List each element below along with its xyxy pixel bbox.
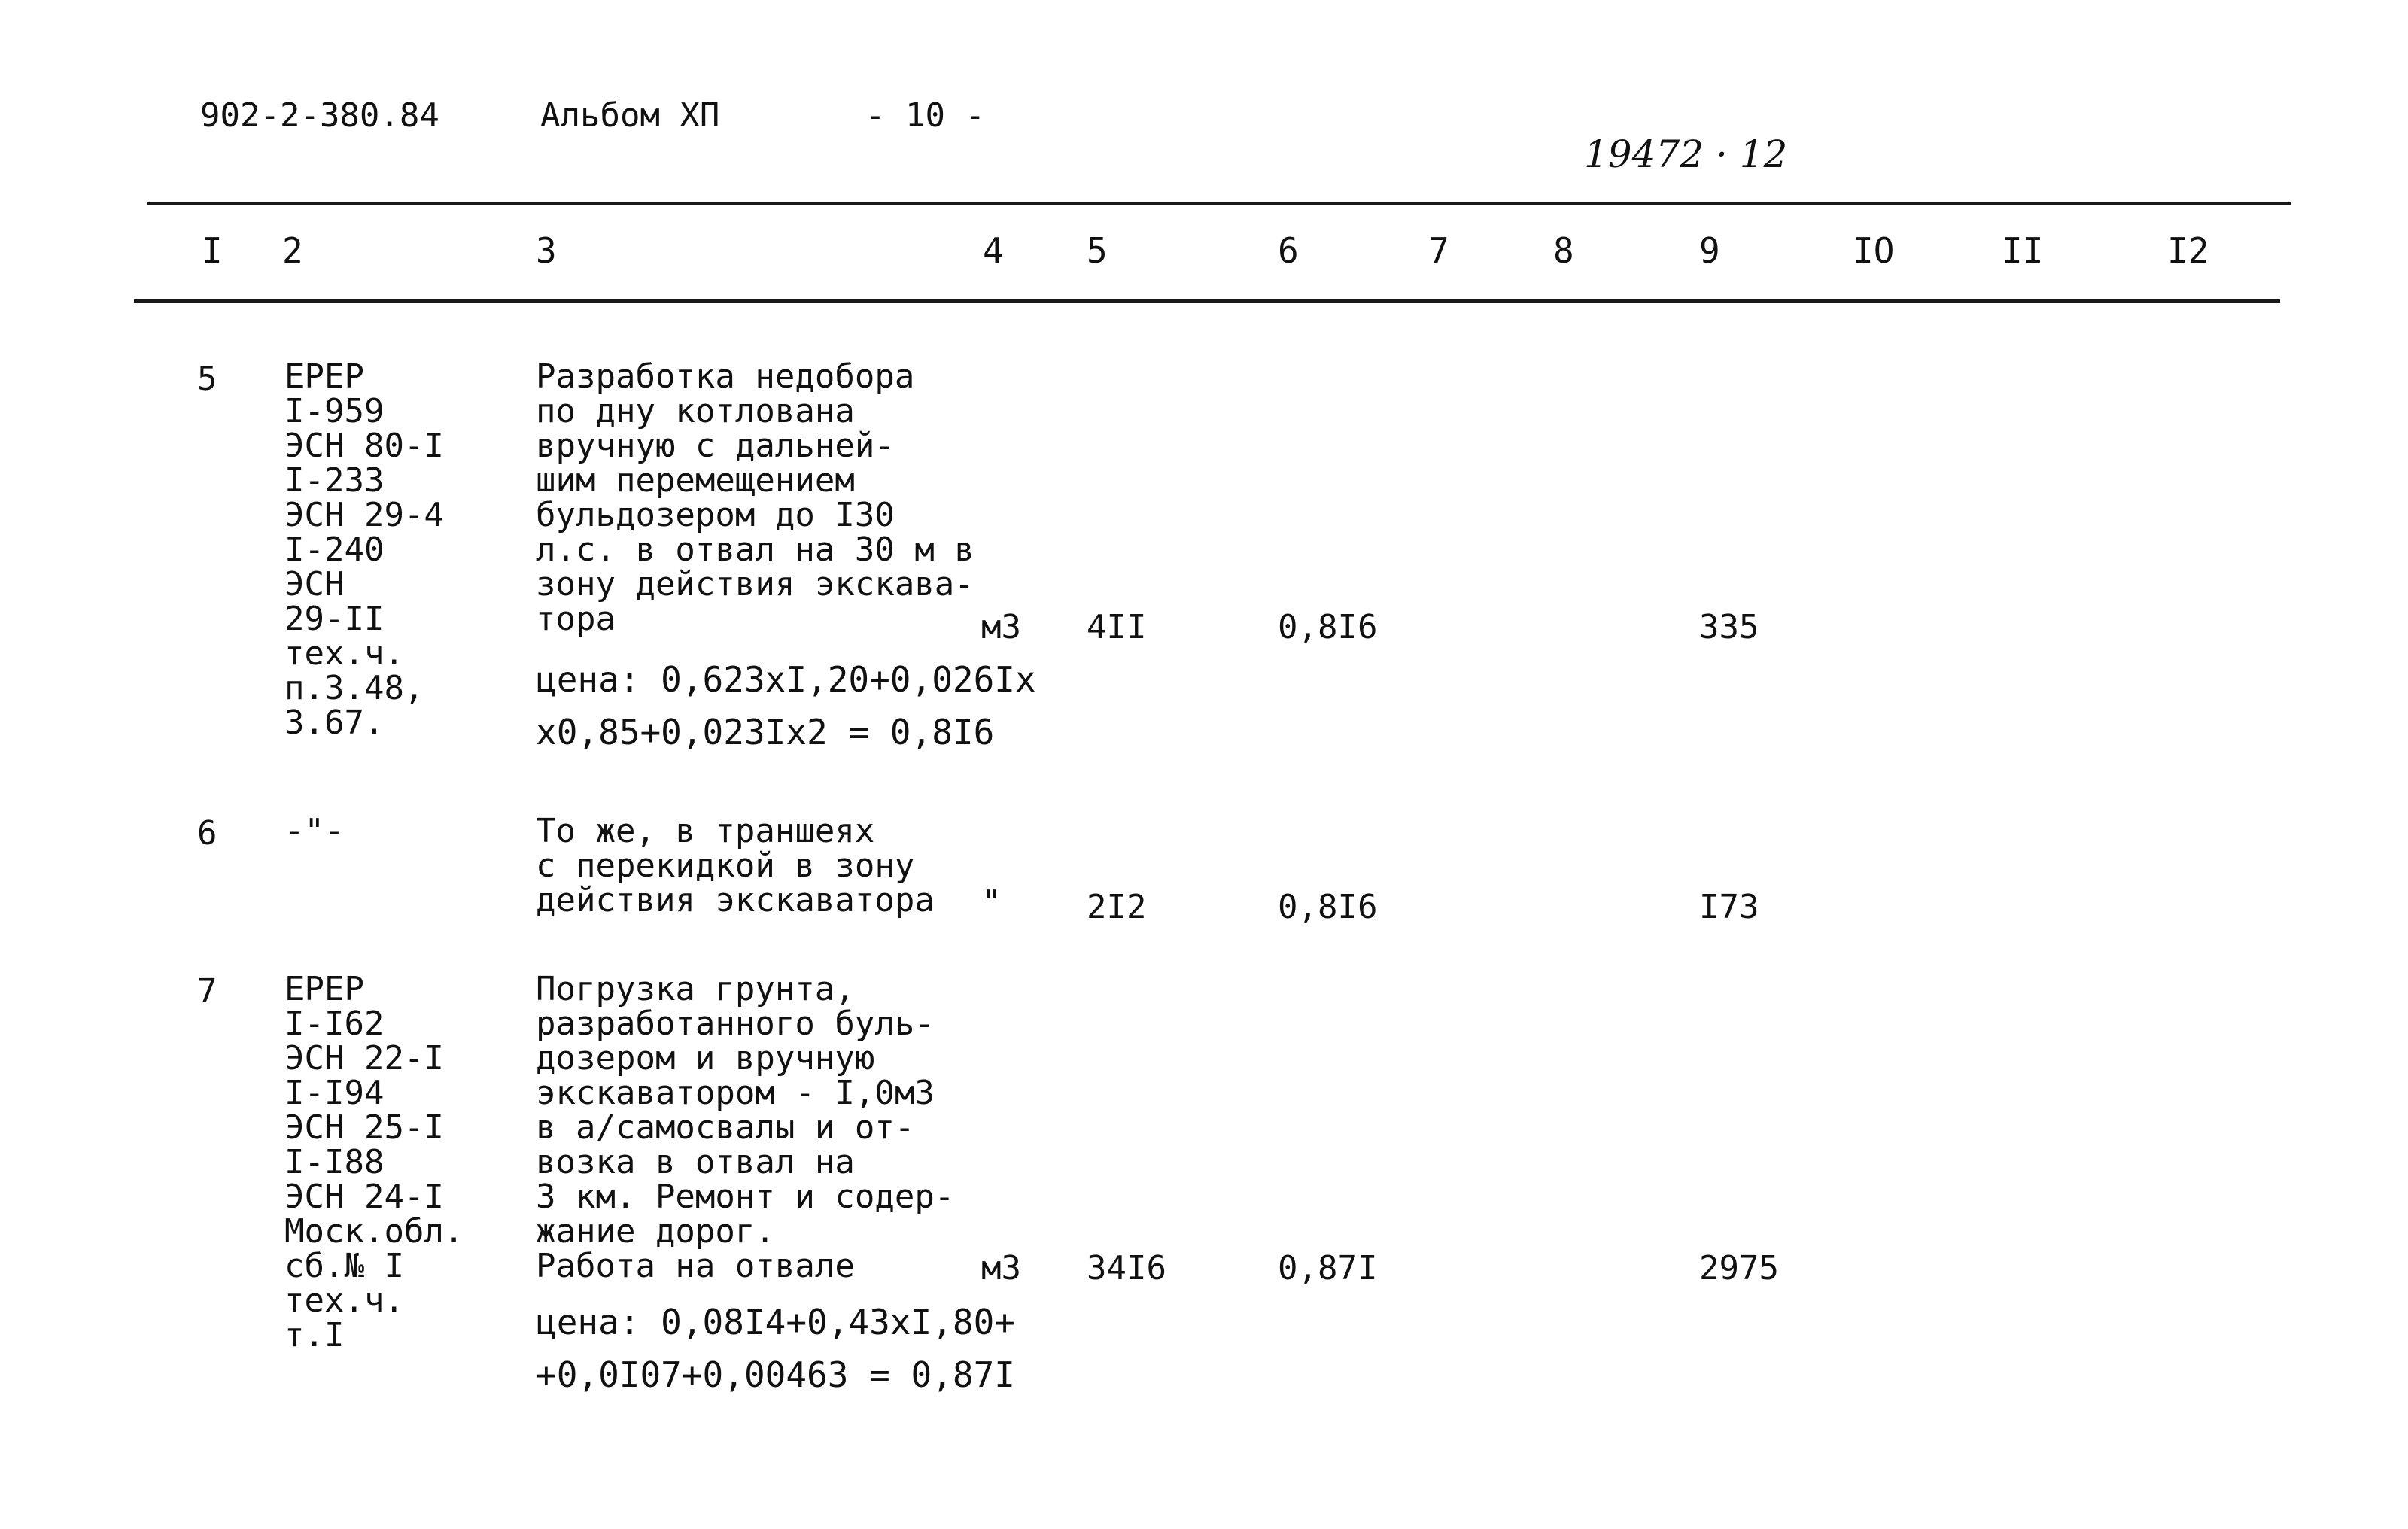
column-header-5: 5 xyxy=(1087,230,1108,271)
top-rule xyxy=(147,202,2291,205)
column-header-10: IO xyxy=(1853,230,1895,271)
quantity: 4II xyxy=(1087,608,1147,646)
price-calculation: цена: 0,623хI,20+0,026Iх х0,85+0,023Iх2 = 0,8I6 xyxy=(536,659,1036,752)
unit: м3 xyxy=(981,608,1021,646)
unit-price: 0,8I6 xyxy=(1278,888,1378,926)
row-number: 5 xyxy=(197,360,217,398)
total-cost: I73 xyxy=(1699,888,1759,926)
column-header-8: 8 xyxy=(1553,230,1574,271)
column-header-1: I xyxy=(202,230,223,271)
column-header-9: 9 xyxy=(1699,230,1720,271)
inventory-number: 19472 · 12 xyxy=(1584,132,1788,176)
header-rule xyxy=(134,299,2280,303)
work-description: Разработка недобора по дну котлована вручную с дальней- шим перемещением бульдозером до I30 л.с. в отвал на 30 м в зону действия экскава- тора xyxy=(536,357,974,638)
norm-references: ЕРЕР I-959 ЭСН 80-I I-233 ЭСН 29-4 I-240 ЭСН 29-II тех.ч. п.3.48, 3.67. xyxy=(284,357,444,742)
column-header-12: I2 xyxy=(2167,230,2209,271)
total-cost: 335 xyxy=(1699,608,1759,646)
column-header-6: 6 xyxy=(1278,230,1299,271)
work-description: То же, в траншеях с перекидкой в зону действия экскаватора xyxy=(536,812,935,920)
column-header-7: 7 xyxy=(1428,230,1449,271)
album-label: Альбом XП xyxy=(540,96,720,135)
document-code: 902-2-380.84 xyxy=(200,96,439,135)
total-cost: 2975 xyxy=(1699,1249,1779,1287)
column-header-4: 4 xyxy=(983,230,1004,271)
page-number: - 10 - xyxy=(865,96,985,135)
unit: м3 xyxy=(981,1249,1021,1287)
column-header-2: 2 xyxy=(282,230,303,271)
row-number: 6 xyxy=(197,814,217,853)
unit-price: 0,87I xyxy=(1278,1249,1378,1287)
quantity: 34I6 xyxy=(1087,1249,1166,1287)
quantity: 2I2 xyxy=(1087,888,1147,926)
unit-price: 0,8I6 xyxy=(1278,608,1378,646)
work-description: Погрузка грунта, разработанного буль- дозером и вручную экскаватором - I,0м3 в а/самосвалы и от- возка в отвал на 3 км. Ремонт и содер- жание дорог. Работа на отвале xyxy=(536,970,955,1285)
price-calculation: цена: 0,08I4+0,43хI,80+ +0,0I07+0,00463 = 0,87I xyxy=(536,1302,1015,1395)
norm-references: ЕРЕР I-I62 ЭСН 22-I I-I94 ЭСН 25-I I-I88 ЭСН 24-I Моск.обл. сб.№ I тех.ч. т.I xyxy=(284,970,464,1354)
column-header-11: II xyxy=(2002,230,2044,271)
norm-references: -"- xyxy=(284,812,345,850)
column-header-3: 3 xyxy=(536,230,557,271)
row-number: 7 xyxy=(197,972,217,1011)
unit: " xyxy=(981,883,1002,922)
